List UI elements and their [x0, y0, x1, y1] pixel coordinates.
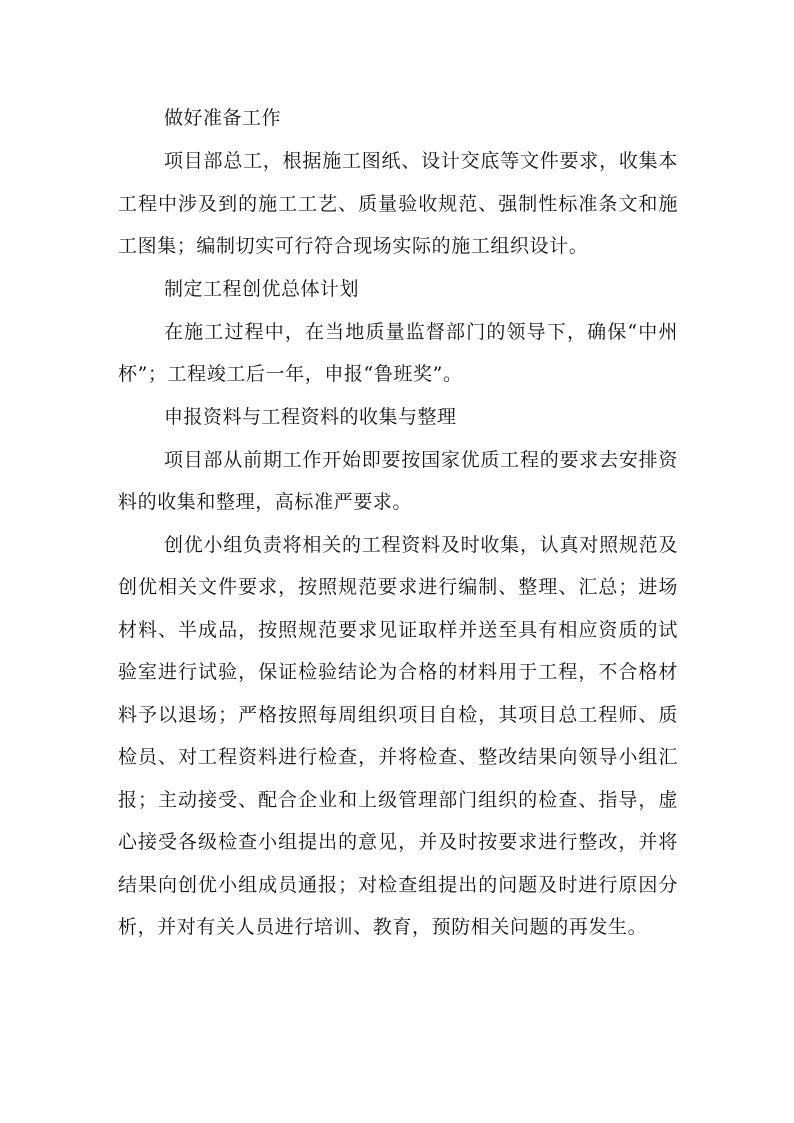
paragraph-materials-detail: 创优小组负责将相关的工程资料及时收集，认真对照规范及创优相关文件要求，按照规范要求进行编制、整理、汇总；进场材料、半成品，按照规范要求见证取样并送至具有相应资质的试验室进行试验，保证检验结论为合格的材料用于工程，不合格材料予以退场；严格按照每周组织项目自检，其项目总工程师、质检员、对工程资料进行检查，并将检查、整改结果向领导小组汇报；主动接受、配合企业和上级管理部门组织的检查、指导，虚心接受各级检查小组提出的意见，并及时按要求进行整改，并将结果向创优小组成员通报；对检查组提出的问题及时进行原因分析，并对有关人员进行培训、教育，预防相关问题的再发生。 — [118, 533, 678, 938]
section-heading-plan: 制定工程创优总体计划 — [164, 277, 360, 300]
section-heading-materials: 申报资料与工程资料的收集与整理 — [164, 405, 457, 428]
paragraph-plan: 在施工过程中，在当地质量监督部门的领导下，确保“中州杯”；工程竣工后一年，申报“鲁班奖”。 — [118, 320, 678, 385]
paragraph-preparation: 项目部总工，根据施工图纸、设计交底等文件要求，收集本工程中涉及到的施工工艺、质量验收规范、强制性标准条文和施工图集；编制切实可行符合现场实际的施工组织设计。 — [118, 150, 678, 257]
document-body — [118, 97, 678, 949]
paragraph-materials-intro: 项目部从前期工作开始即要按国家优质工程的要求去安排资料的收集和整理，高标准严要求。 — [118, 448, 678, 513]
section-heading-preparation: 做好准备工作 — [164, 107, 282, 129]
